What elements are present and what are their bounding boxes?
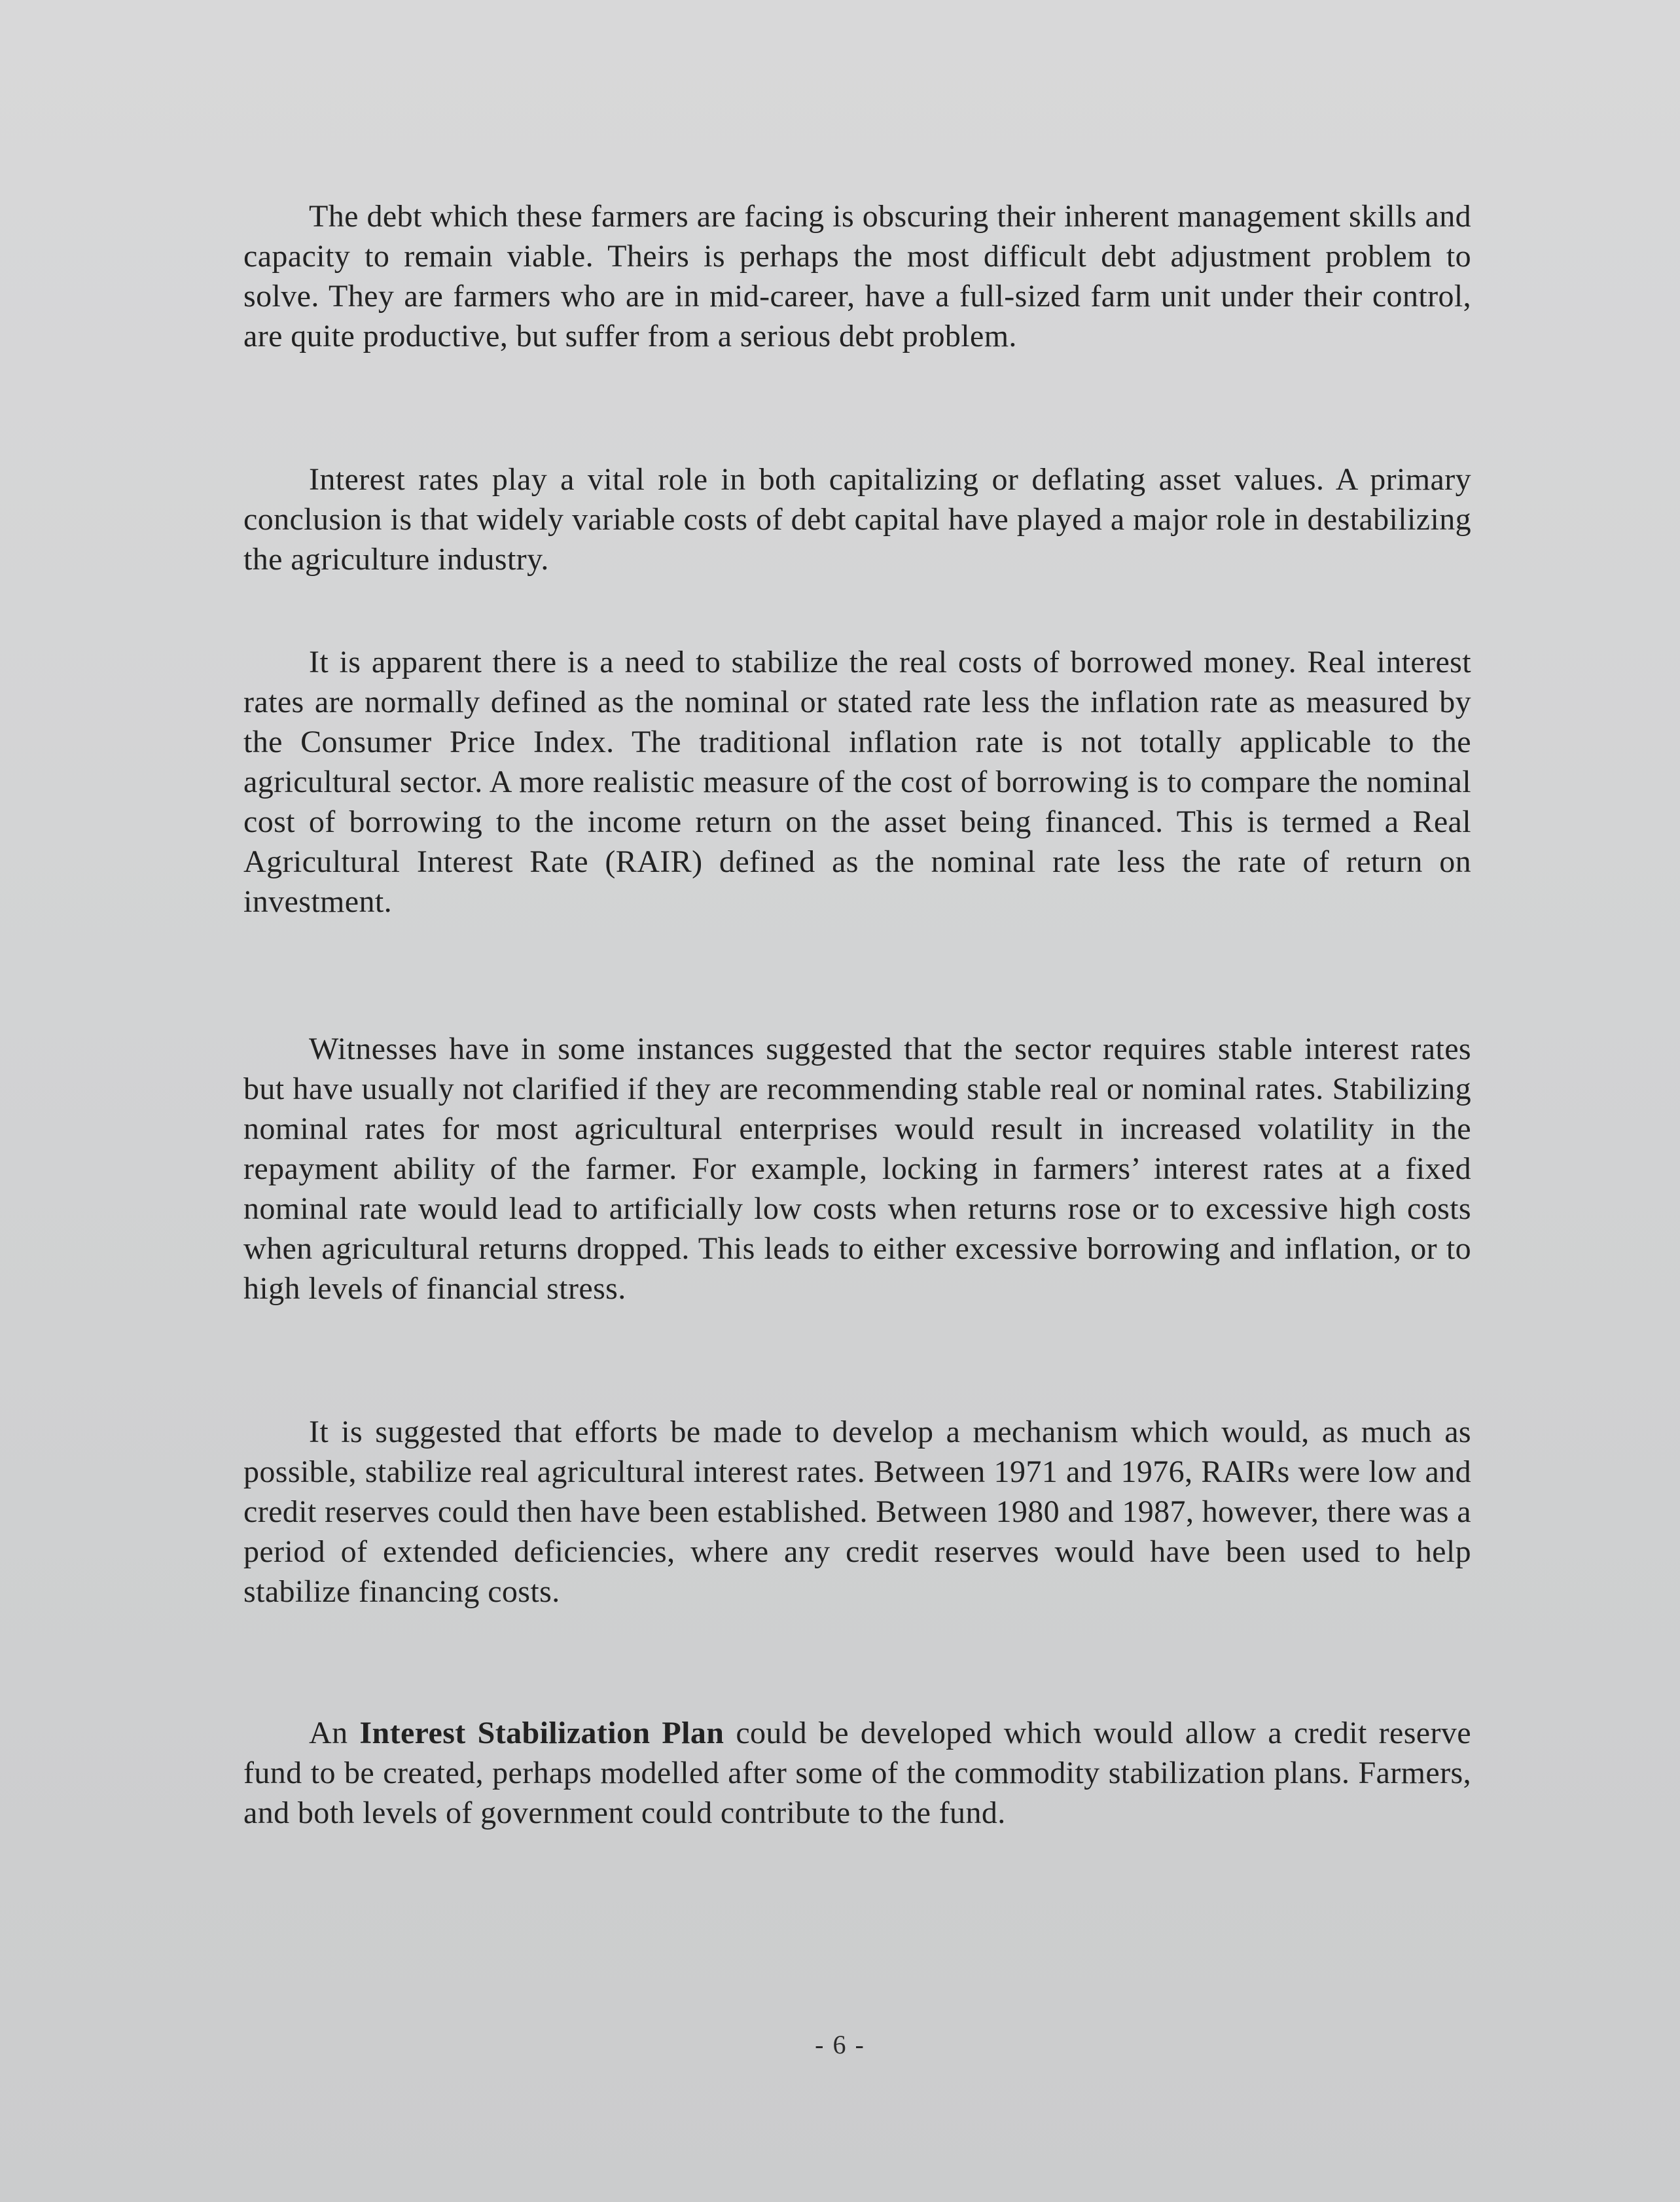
page-number: - 6 - [815,2030,865,2059]
paragraph-mechanism: It is suggested that efforts be made to develop a mechanism which would, as much as possible, stabilize real agricultural interest rates. Between 1971 and 1976, RAIRs were low and credit reserves could then have been established. Between 1980 and 1987, however, there was a period of extended deficiencies, where any credit reserves would have been used to help stabilize financing costs. [243,1415,1471,1609]
paragraph-stabilization-plan [243,1713,1471,1833]
plan-rest-text: could be developed which would allow a credit reserve fund to be created, perhaps modelled after some of the commodity stabilization plans. Farmers, and both levels of government could contribute to the fund. [243,1716,1471,1830]
plan-bold-term: Interest Stabilization Plan [359,1716,724,1750]
paragraph-real-costs: It is apparent there is a need to stabilize the real costs of borrowed money. Real interest rates are normally defined as the nominal or stated rate less the inflation rate as measured by the Consumer Price Index. The traditional inflation rate is not totally applicable to the agricultural sector. A more realistic measure of the cost of borrowing is to compare the nominal cost of borrowing to the income return on the asset being financed. This is termed a Real Agricultural Interest Rate (RAIR) defined as the nominal rate less the rate of return on investment. [243,645,1471,919]
paragraph-witnesses: Witnesses have in some instances suggested that the sector requires stable interest rates but have usually not clarified if they are recommending stable real or nominal rates. Stabilizing nominal rates for most agricultural enterprises would result in increased volatility in the repayment ability of the farmer. For example, locking in farmers’ interest rates at a fixed nominal rate would lead to artificially low costs when returns rose or to excessive high costs when agricultural returns dropped. This leads to either excessive borrowing and inflation, or to high levels of financial stress. [243,1032,1471,1306]
plan-lead-text: An [309,1716,348,1750]
paragraph-debt-farmers: The debt which these farmers are facing is obscuring their inherent management skills and capacity to remain viable. Theirs is perhaps the most difficult debt adjustment problem to solve. They are farmers who are in mid-career, have a full-sized farm unit under their control, are quite productive, but suffer from a serious debt problem. [243,199,1471,353]
paragraph-interest-rates-role: Interest rates play a vital role in both capitalizing or deflating asset values. A primary conclusion is that widely variable costs of debt capital have played a major role in destabilizing the agriculture industry. [243,462,1471,577]
